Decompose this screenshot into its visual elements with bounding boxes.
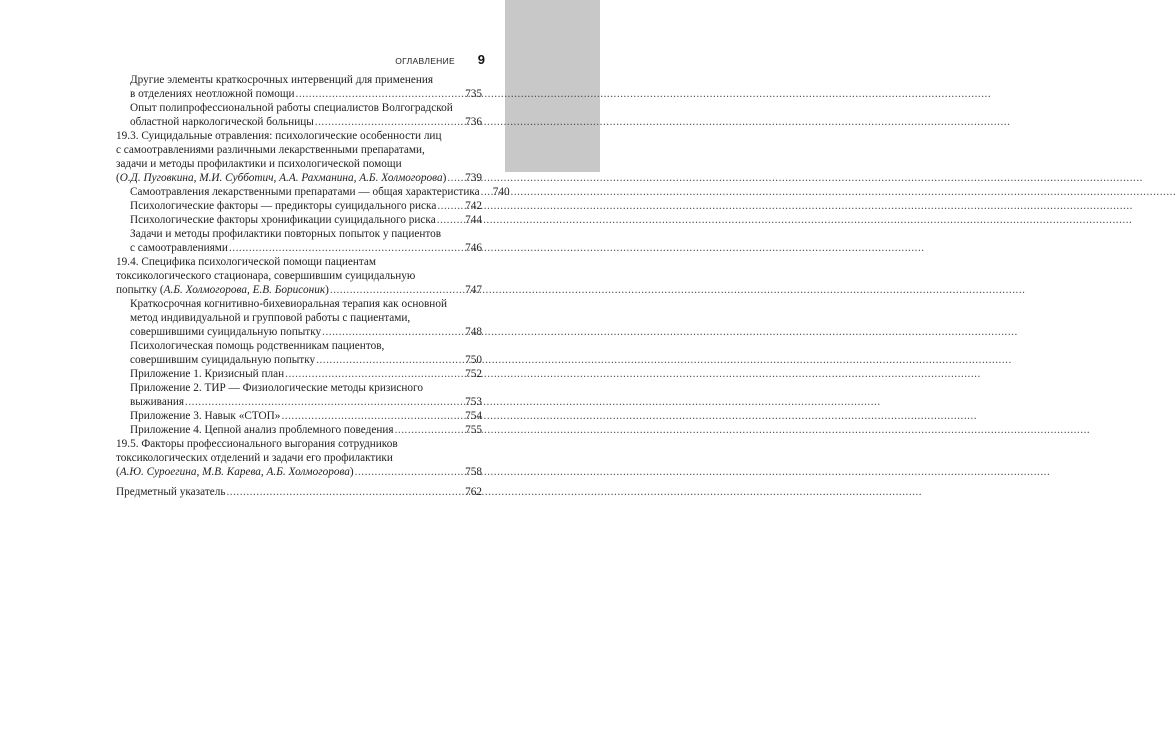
- toc-entry[interactable]: [130, 409, 482, 423]
- toc-entry-text: Приложение 1. Кризисный план: [130, 368, 285, 380]
- dot-leader: [296, 87, 459, 101]
- toc-entry[interactable]: [130, 199, 482, 213]
- toc-page-number: 755: [465, 424, 482, 436]
- toc-entry-text: (А.Ю. Суроегина, М.В. Карева, А.Б. Холмогорова): [116, 466, 354, 478]
- toc-entry-last-line: [130, 423, 482, 437]
- toc-entry[interactable]: [130, 101, 482, 129]
- toc-entry-text: Предметный указатель: [116, 486, 226, 498]
- toc-entry-last-line: [130, 213, 482, 227]
- dot-leader: [437, 213, 459, 227]
- dot-leader: [285, 367, 459, 381]
- dot-leader: [185, 395, 459, 409]
- toc-page-number: 752: [465, 368, 482, 380]
- toc-entry-text: Самоотравления лекарственными препаратами — общая характеристика: [130, 186, 480, 198]
- side-thumb-tab: [505, 0, 600, 172]
- toc-page-number: 742: [465, 200, 482, 212]
- toc-entry-text: Психологические факторы — предикторы суицидального риска: [130, 200, 437, 212]
- toc-page-number: 735: [465, 88, 482, 100]
- toc-entry[interactable]: [130, 297, 482, 339]
- toc-entry-last-line: [116, 283, 482, 297]
- toc-entry-text: попытку (А.Б. Холмогорова, Е.В. Борисоник): [116, 284, 329, 296]
- toc-entry-last-line: [116, 465, 482, 479]
- toc-entry-line: Задачи и методы профилактики повторных попыток у пациентов: [130, 228, 442, 240]
- toc-entry-last-line: [130, 115, 482, 129]
- toc-entry[interactable]: [130, 339, 482, 367]
- toc-entry[interactable]: [116, 255, 482, 297]
- toc-entry-text: Приложение 4. Цепной анализ проблемного поведения: [130, 424, 394, 436]
- toc-entry-line: 19.5. Факторы профессионального выгорания сотрудников: [116, 438, 398, 450]
- toc-entry-line: Приложение 2. ТИР — Физиологические методы кризисного: [130, 382, 423, 394]
- toc-entry-text: областной наркологической больницы: [130, 116, 314, 128]
- dot-leader: [316, 353, 459, 367]
- toc-entry-text: в отделениях неотложной помощи: [130, 88, 295, 100]
- toc-entry-last-line: [130, 353, 482, 367]
- toc-entry[interactable]: [130, 213, 482, 227]
- toc-entry-line: Опыт полипрофессиональной работы специалистов Волгоградской: [130, 102, 453, 114]
- toc-page-number: 747: [465, 284, 482, 296]
- toc-entry-text: (О.Д. Пуговкина, М.И. Субботич, А.А. Рахманина, А.Б. Холмогорова): [116, 172, 447, 184]
- toc-entry[interactable]: [130, 185, 510, 199]
- toc-entry-text: совершившими суицидальную попытку: [130, 326, 322, 338]
- dot-leader: [229, 241, 459, 255]
- toc-entry-line: 19.3. Суицидальные отравления: психологические особенности лиц: [116, 130, 442, 142]
- dot-leader: [330, 283, 459, 297]
- toc-entry-line: 19.4. Специфика психологической помощи пациентам: [116, 256, 377, 268]
- toc-page-number: 750: [465, 354, 482, 366]
- toc-entry-line: Другие элементы краткосрочных интервенций для применения: [130, 74, 434, 86]
- toc-entry-last-line: [130, 241, 482, 255]
- dot-leader: [315, 115, 459, 129]
- toc-page-number: 758: [465, 466, 482, 478]
- toc-entry-line: Психологическая помощь родственникам пациентов,: [130, 340, 385, 352]
- toc-entry-last-line: [130, 409, 482, 423]
- toc-page-number: 753: [465, 396, 482, 408]
- toc-entry-last-line: [116, 171, 482, 185]
- toc-page-number: 736: [465, 116, 482, 128]
- toc-entry[interactable]: [116, 437, 482, 479]
- toc-page-number: 762: [465, 486, 482, 498]
- toc-entry-last-line: [130, 395, 482, 409]
- toc-page-number: 754: [465, 410, 482, 422]
- toc-page-number: 746: [465, 242, 482, 254]
- toc-entry-line: токсикологических отделений и задачи его профилактики: [116, 452, 393, 464]
- toc-entry[interactable]: [130, 227, 482, 255]
- toc-entry[interactable]: [130, 367, 482, 381]
- dot-leader: [481, 185, 487, 199]
- toc-entry-text: выживания: [130, 396, 185, 408]
- toc-entry-line: с самоотравлениями различными лекарственными препаратами,: [116, 144, 425, 156]
- toc-entry[interactable]: [130, 73, 482, 101]
- toc-entry-line: токсикологического стационара, совершившим суицидальную: [116, 270, 416, 282]
- toc-page-number: 739: [465, 172, 482, 184]
- toc-entry-line: задачи и методы профилактики и психологической помощи: [116, 158, 402, 170]
- toc-entry-last-line: [130, 367, 482, 381]
- toc-entry-line: Краткосрочная когнитивно-бихевиоральная терапия как основной: [130, 298, 447, 310]
- page-number: 9: [477, 52, 485, 67]
- toc-entry-text: с самоотравлениями: [130, 242, 228, 254]
- toc-entry-last-line: [130, 325, 482, 339]
- toc-entry-last-line: [130, 87, 482, 101]
- dot-leader: [322, 325, 459, 339]
- toc-page-number: 740: [492, 186, 510, 198]
- toc-entry-last-line: [116, 485, 482, 499]
- dot-leader: [437, 199, 459, 213]
- toc-entry-line: метод индивидуальной и групповой работы с пациентами,: [130, 312, 411, 324]
- running-head-title: ОГЛАВЛЕНИЕ: [395, 56, 455, 66]
- toc-page-number: 744: [465, 214, 482, 226]
- toc-entry-last-line: [130, 199, 482, 213]
- toc-entry-text: Приложение 3. Навык «СТОП»: [130, 410, 281, 422]
- toc-entry[interactable]: [130, 381, 482, 409]
- table-of-contents: [116, 73, 510, 499]
- toc-entry-text: совершившим суицидальную попытку: [130, 354, 316, 366]
- dot-leader: [281, 409, 459, 423]
- toc-entry-text: Психологические факторы хронификации суицидального риска: [130, 214, 436, 226]
- running-head: [120, 52, 485, 72]
- toc-entry[interactable]: [116, 129, 482, 185]
- dot-leader: [395, 423, 459, 437]
- dot-leader: [355, 465, 459, 479]
- toc-entry[interactable]: [130, 423, 482, 437]
- toc-entry[interactable]: [116, 485, 482, 499]
- toc-page-number: 748: [465, 326, 482, 338]
- toc-entry-last-line: [130, 185, 510, 199]
- dot-leader: [447, 171, 459, 185]
- dot-leader: [226, 485, 459, 499]
